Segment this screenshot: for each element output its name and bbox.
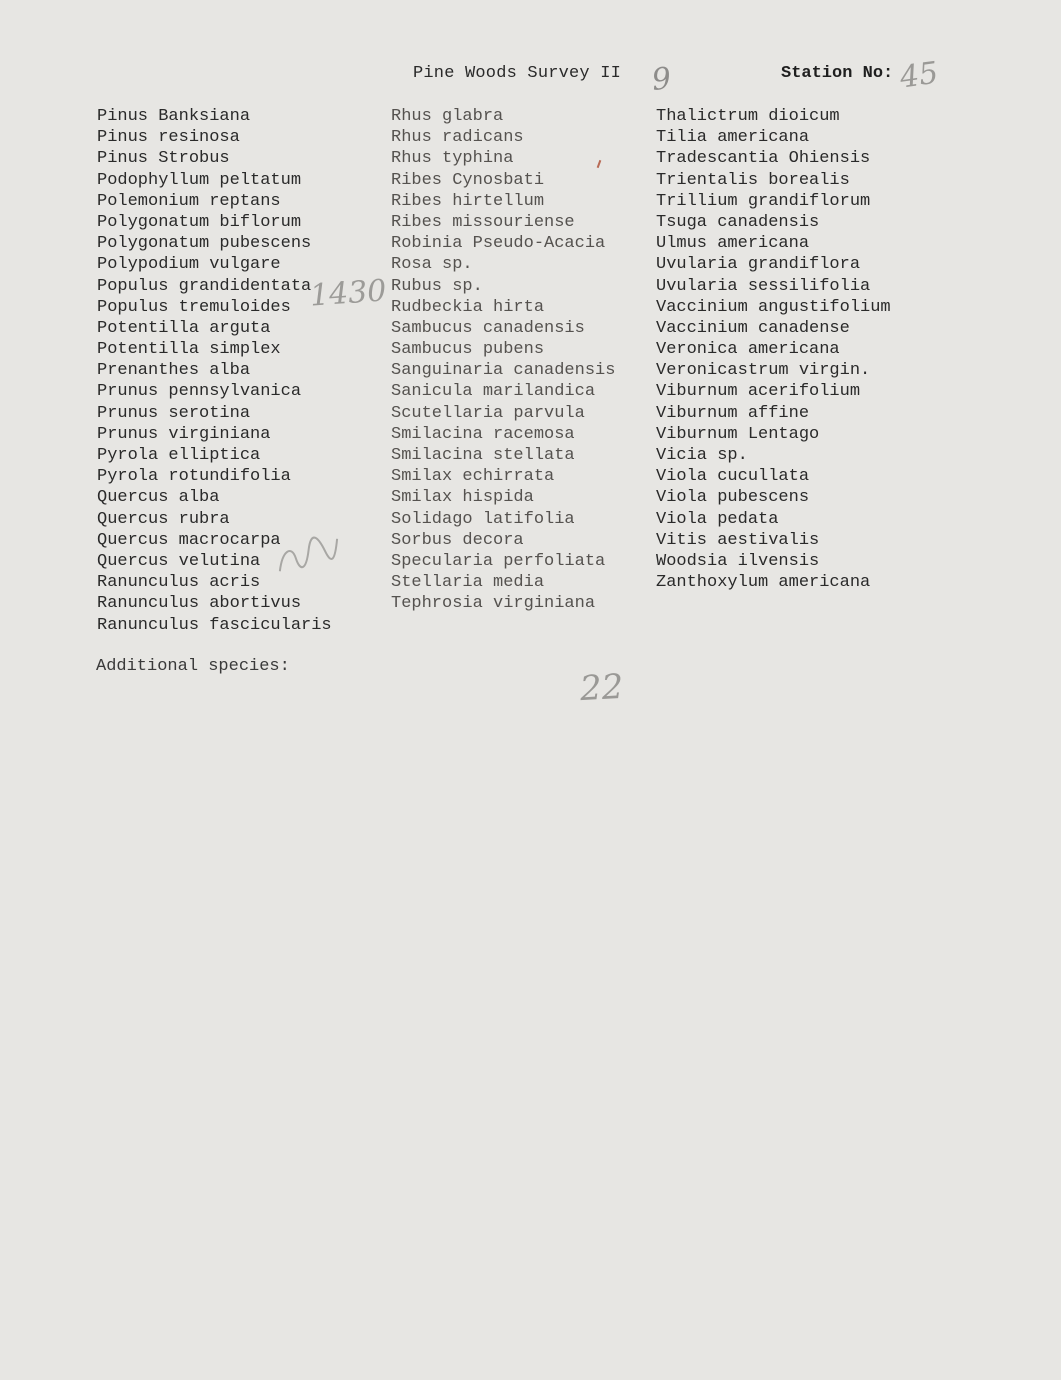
species-item: Quercus rubra <box>97 509 230 529</box>
species-item: Trillium grandiflorum <box>656 191 871 211</box>
species-item: Ranunculus abortivus <box>97 594 302 614</box>
additional-species-label: Additional species: <box>96 657 290 676</box>
species-item: Tsuga canadensis <box>656 212 820 232</box>
species-item: Veronica americana <box>656 340 840 360</box>
species-item: Sanguinaria canadensis <box>391 361 616 381</box>
species-item: Zanthoxylum americana <box>656 573 871 593</box>
species-item: Tephrosia virginiana <box>391 594 596 614</box>
species-item: Vaccinium canadense <box>656 318 850 338</box>
species-column-2 <box>391 106 615 615</box>
species-item: Tilia americana <box>656 128 810 148</box>
species-item: Prunus virginiana <box>97 424 271 444</box>
species-item: Viburnum Lentago <box>656 424 820 444</box>
species-item: Quercus alba <box>97 488 220 508</box>
species-item: Populus grandidentata <box>97 276 312 296</box>
species-item: Viola pubescens <box>656 488 810 508</box>
species-item: Stellaria media <box>391 573 545 593</box>
species-item: Potentilla simplex <box>97 340 281 360</box>
station-number-label: Station No: <box>781 64 894 83</box>
species-item: Prunus pennsylvanica <box>97 382 302 402</box>
species-item: Tradescantia Ohiensis <box>656 149 871 169</box>
species-item: Smilacina racemosa <box>391 424 575 444</box>
species-column-3 <box>656 106 891 593</box>
species-item: Sorbus decora <box>391 530 524 550</box>
survey-title: Pine Woods Survey II <box>413 64 622 83</box>
species-item: Smilax hispida <box>391 488 534 508</box>
species-item: Prunus serotina <box>97 403 251 423</box>
species-item: Rhus radicans <box>391 128 524 148</box>
species-item: Ulmus americana <box>656 234 810 254</box>
species-item: Smilacina stellata <box>391 446 575 465</box>
species-item: Quercus macrocarpa <box>97 530 281 550</box>
species-item: Ribes missouriense <box>391 212 575 232</box>
species-item: Vitis aestivalis <box>656 530 820 550</box>
species-item: Pinus resinosa <box>97 128 240 148</box>
species-item: Sambucus canadensis <box>391 318 585 338</box>
species-item: Pinus Banksiana <box>97 107 251 126</box>
species-item: Rhus glabra <box>391 107 504 126</box>
species-item: Podophyllum peltatum <box>97 170 302 190</box>
pencil-margin-number: 1430 <box>308 273 388 314</box>
species-item: Viburnum affine <box>656 403 810 423</box>
species-item: Sambucus pubens <box>391 340 545 360</box>
species-item: Rhus typhina <box>391 149 514 169</box>
species-item: Uvularia sessilifolia <box>656 276 871 296</box>
species-item: Polygonatum biflorum <box>97 212 302 232</box>
species-item: Rosa sp. <box>391 255 473 275</box>
pencil-count: 22 <box>578 666 625 710</box>
species-item: Polypodium vulgare <box>97 255 281 275</box>
species-item: Populus tremuloides <box>97 297 291 317</box>
species-item: Pyrola elliptica <box>97 446 261 465</box>
species-item: Sanicula marilandica <box>391 382 596 402</box>
species-item: Pyrola rotundifolia <box>97 467 291 487</box>
species-item: Ribes hirtellum <box>391 191 545 211</box>
species-item: Ranunculus fascicularis <box>97 615 332 635</box>
species-item: Quercus velutina <box>97 551 261 571</box>
species-item: Smilax echirrata <box>391 467 555 487</box>
species-item: Viola pedata <box>656 509 779 529</box>
pencil-station-number: 45 <box>897 55 941 96</box>
species-item: Ribes Cynosbati <box>391 170 545 190</box>
species-item: Prenanthes alba <box>97 361 251 381</box>
species-item: Woodsia ilvensis <box>656 551 820 571</box>
species-item: Polygonatum pubescens <box>97 234 312 254</box>
species-item: Vaccinium angustifolium <box>656 297 891 317</box>
pencil-page-number: 9 <box>650 61 673 98</box>
species-item: Specularia perfoliata <box>391 551 606 571</box>
species-item: Potentilla arguta <box>97 318 271 338</box>
species-column-1 <box>97 106 332 636</box>
species-item: Rubus sp. <box>391 276 483 296</box>
species-item: Vicia sp. <box>656 446 748 465</box>
species-item: Robinia Pseudo-Acacia <box>391 234 606 254</box>
species-item: Ranunculus acris <box>97 573 261 593</box>
species-item: Rudbeckia hirta <box>391 297 545 317</box>
species-item: Pinus Strobus <box>97 149 230 169</box>
species-item: Polemonium reptans <box>97 191 281 211</box>
species-item: Thalictrum dioicum <box>656 107 840 126</box>
species-item: Scutellaria parvula <box>391 403 585 423</box>
species-item: Viburnum acerifolium <box>656 382 861 402</box>
species-item: Viola cucullata <box>656 467 810 487</box>
species-item: Trientalis borealis <box>656 170 850 190</box>
species-item: Uvularia grandiflora <box>656 255 861 275</box>
species-item: Veronicastrum virgin. <box>656 361 871 381</box>
species-item: Solidago latifolia <box>391 509 575 529</box>
